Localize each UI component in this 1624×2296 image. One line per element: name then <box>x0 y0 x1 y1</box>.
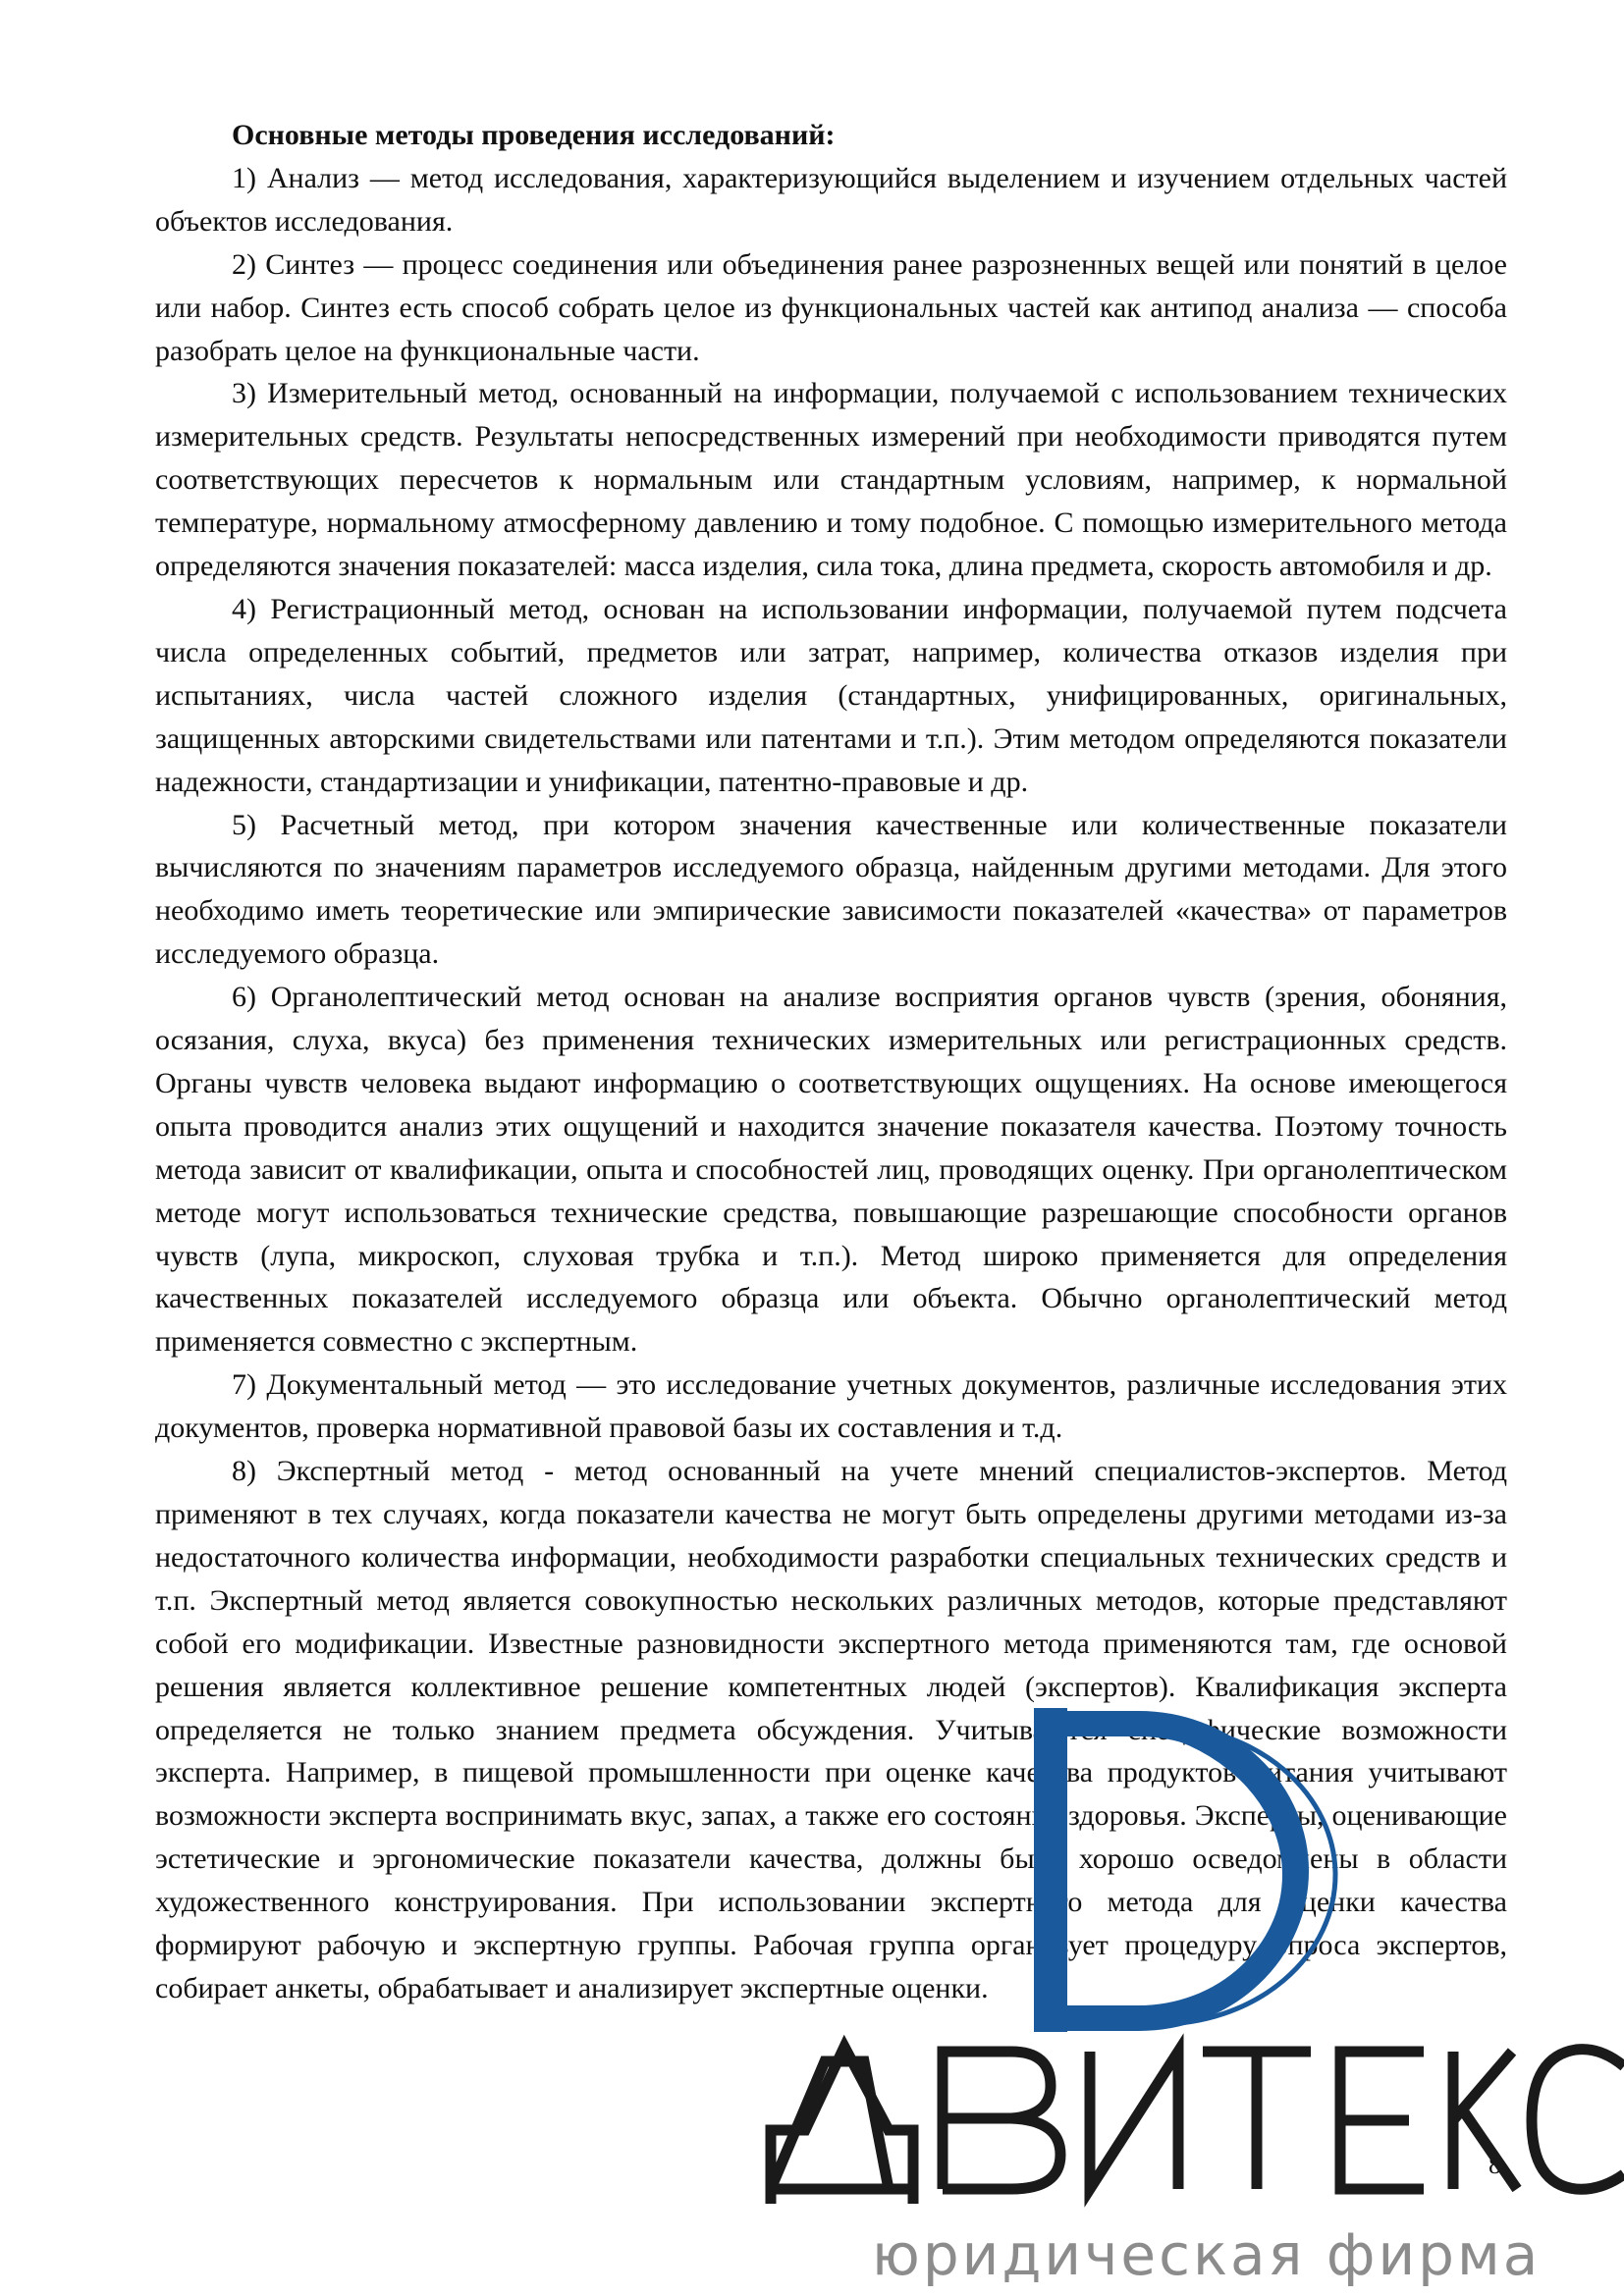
paragraph-synthesis: 2) Синтез — процесс соединения или объединения ранее разрозненных вещей или понятий в целое или набор. Синтез есть способ собрать целое из функциональных частей как антипод анализа — способа разобрать целое на функциональные части. <box>155 247 1507 367</box>
paragraph-registration: 4) Регистрационный метод, основан на использовании информации, получаемой путем подсчета числа определенных событий, предметов или затрат, например, количества отказов изделия при испытаниях, числа частей сложного изделия (стандартных, унифицированных, оригинальных, защищенных авторскими свидетельствами или патентами и т.п.). Этим методом определяются показатели надежности, стандартизации и унификации, патентно-правовые и др. <box>155 592 1507 798</box>
brand-lettering <box>771 2047 1624 2204</box>
paragraph-documentary: 7) Документальный метод — это исследование учетных документов, различные исследования этих документов, проверка нормативной правовой базы их составления и т.д. <box>155 1368 1507 1445</box>
paragraph-expert: 8) Экспертный метод - метод основанный на учете мнений специалистов-экспертов. Метод применяют в тех случаях, когда показатели качества не могут быть определены другими методами из-за недостаточного количества информации, необходимости разработки специальных технических средств и т.п. Экспертный метод является совокупностью нескольких различных методов, которые представляют собой его модификации. Известные разновидности экспертного метода применяются там, где основой решения является коллективное решение компетентных людей (экспертов). Квалификация эксперта определяется не только знанием предмета обсуждения. Учитываются специфические возможности эксперта. Например, в пищевой промышленности при оценке качества продуктов питания учитывают возможности эксперта воспринимать вкус, запах, а также его состояние здоровья. Эксперты, оценивающие эстетические и эргономические показатели качества, должны быть хорошо осведомлены в области художественного конструирования. При использовании экспертного метода для оценки качества формируют рабочую и экспертную группы. Рабочая группа организует процедуру опроса экспертов, собирает анкеты, обрабатывает и анализирует экспертные оценки. <box>155 1455 1507 2004</box>
document-body <box>155 114 1507 2010</box>
page-number: 8 <box>1489 2151 1501 2179</box>
paragraph-organoleptic: 6) Органолептический метод основан на анализе восприятия органов чувств (зрения, обоняния, осязания, слуха, вкуса) без применения технических измерительных или регистрационных средств. Органы чувств человека выдают информацию о соответствующих ощущениях. На основе имеющегося опыта проводится анализ этих ощущений и находится значение показателя качества. Поэтому точность метода зависит от квалификации, опыта и способностей лиц, проводящих оценку. При органолептическом методе могут использоваться технические средства, повышающие разрешающие способности органов чувств (лупа, микроскоп, слуховая трубка и т.п.). Метод широко применяется для определения качественных показателей исследуемого образца или объекта. Обычно органолептический метод применяется совместно с экспертным. <box>155 981 1507 1359</box>
watermark-subtitle: юридическая фирма <box>872 2221 1542 2288</box>
paragraph-measurement: 3) Измерительный метод, основанный на информации, получаемой с использованием технических измерительных средств. Результаты непосредственных измерений при необходимости приводятся путем соответствующих пересчетов к нормальным или стандартным условиям, например, к нормальной температуре, нормальному атмосферному давлению и тому подобное. С помощью измерительного метода определяются значения показателей: масса изделия, сила тока, длина предмета, скорость автомобиля и др. <box>155 377 1507 583</box>
paragraph-calculation: 5) Расчетный метод, при котором значения качественные или количественные показатели вычисляются по значениям параметров исследуемого образца, найденным другими методами. Для этого необходимо иметь теоретические или эмпирические зависимости показателей «качества» от параметров исследуемого образца. <box>155 808 1507 971</box>
paragraph-analysis: 1) Анализ — метод исследования, характеризующийся выделением и изучением отдельных частей объектов исследования. <box>155 161 1507 238</box>
section-heading: Основные методы проведения исследований: <box>232 119 836 151</box>
